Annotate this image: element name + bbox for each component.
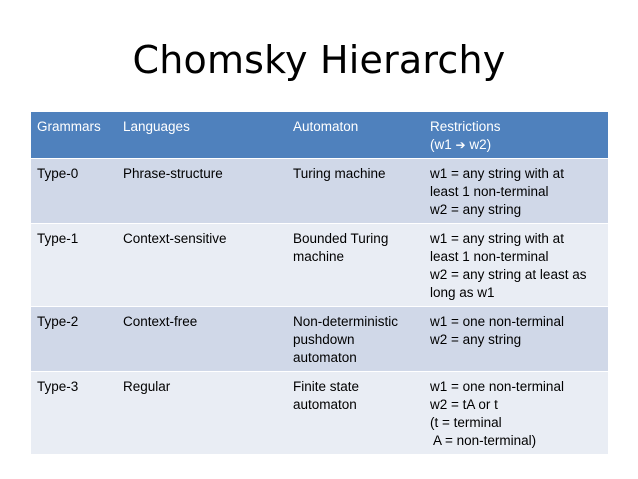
cell-language: Regular	[117, 372, 287, 455]
cell-restrictions	[424, 372, 608, 455]
rule-rhs: w2)	[465, 137, 492, 152]
restriction-line: w2 = any string at least as	[430, 267, 587, 282]
table-row	[31, 372, 608, 455]
header-languages: Languages	[117, 112, 287, 159]
cell-restrictions	[424, 307, 608, 372]
automaton-line: machine	[293, 249, 345, 264]
cell-language: Context-free	[117, 307, 287, 372]
table-header-row	[31, 112, 608, 159]
automaton-line: Bounded Turing	[293, 231, 389, 246]
restriction-line: w2 = any string	[430, 202, 522, 217]
cell-grammar: Type-0	[31, 159, 117, 224]
cell-restrictions	[424, 224, 608, 307]
restriction-line: w2 = any string	[430, 332, 522, 347]
header-automaton: Automaton	[287, 112, 424, 159]
cell-grammar: Type-2	[31, 307, 117, 372]
cell-grammar: Type-1	[31, 224, 117, 307]
restriction-line: w1 = one non-terminal	[430, 379, 564, 394]
rule-lhs: (w1	[430, 137, 456, 152]
cell-language: Phrase-structure	[117, 159, 287, 224]
cell-restrictions	[424, 159, 608, 224]
automaton-line: automaton	[293, 397, 357, 412]
restriction-line: least 1 non-terminal	[430, 249, 549, 264]
header-restrictions-label: Restrictions	[430, 119, 501, 134]
header-restrictions	[424, 112, 608, 159]
header-grammars: Grammars	[31, 112, 117, 159]
table-row	[31, 159, 608, 224]
automaton-line: pushdown	[293, 332, 355, 347]
cell-automaton	[287, 372, 424, 455]
automaton-line: Non-deterministic	[293, 314, 399, 329]
cell-language: Context-sensitive	[117, 224, 287, 307]
cell-automaton	[287, 224, 424, 307]
cell-automaton	[287, 159, 424, 224]
chomsky-hierarchy-table	[31, 112, 608, 455]
automaton-line: automaton	[293, 350, 357, 365]
restriction-line: A = non-terminal)	[430, 433, 537, 448]
automaton-line: Turing machine	[293, 166, 386, 181]
restriction-line: least 1 non-terminal	[430, 184, 549, 199]
cell-automaton	[287, 307, 424, 372]
restriction-line: w1 = one non-terminal	[430, 314, 564, 329]
header-restrictions-rule	[430, 136, 602, 154]
restriction-line: long as w1	[430, 285, 495, 300]
restriction-line: (t = terminal	[430, 415, 502, 430]
restriction-line: w2 = tA or t	[430, 397, 498, 412]
restriction-line: w1 = any string with at	[430, 166, 564, 181]
restriction-line: w1 = any string with at	[430, 231, 564, 246]
automaton-line: Finite state	[293, 379, 360, 394]
table-row	[31, 307, 608, 372]
table-row	[31, 224, 608, 307]
slide-title: Chomsky Hierarchy	[132, 38, 506, 82]
right-arrow-icon: ➔	[455, 138, 466, 152]
cell-grammar: Type-3	[31, 372, 117, 455]
